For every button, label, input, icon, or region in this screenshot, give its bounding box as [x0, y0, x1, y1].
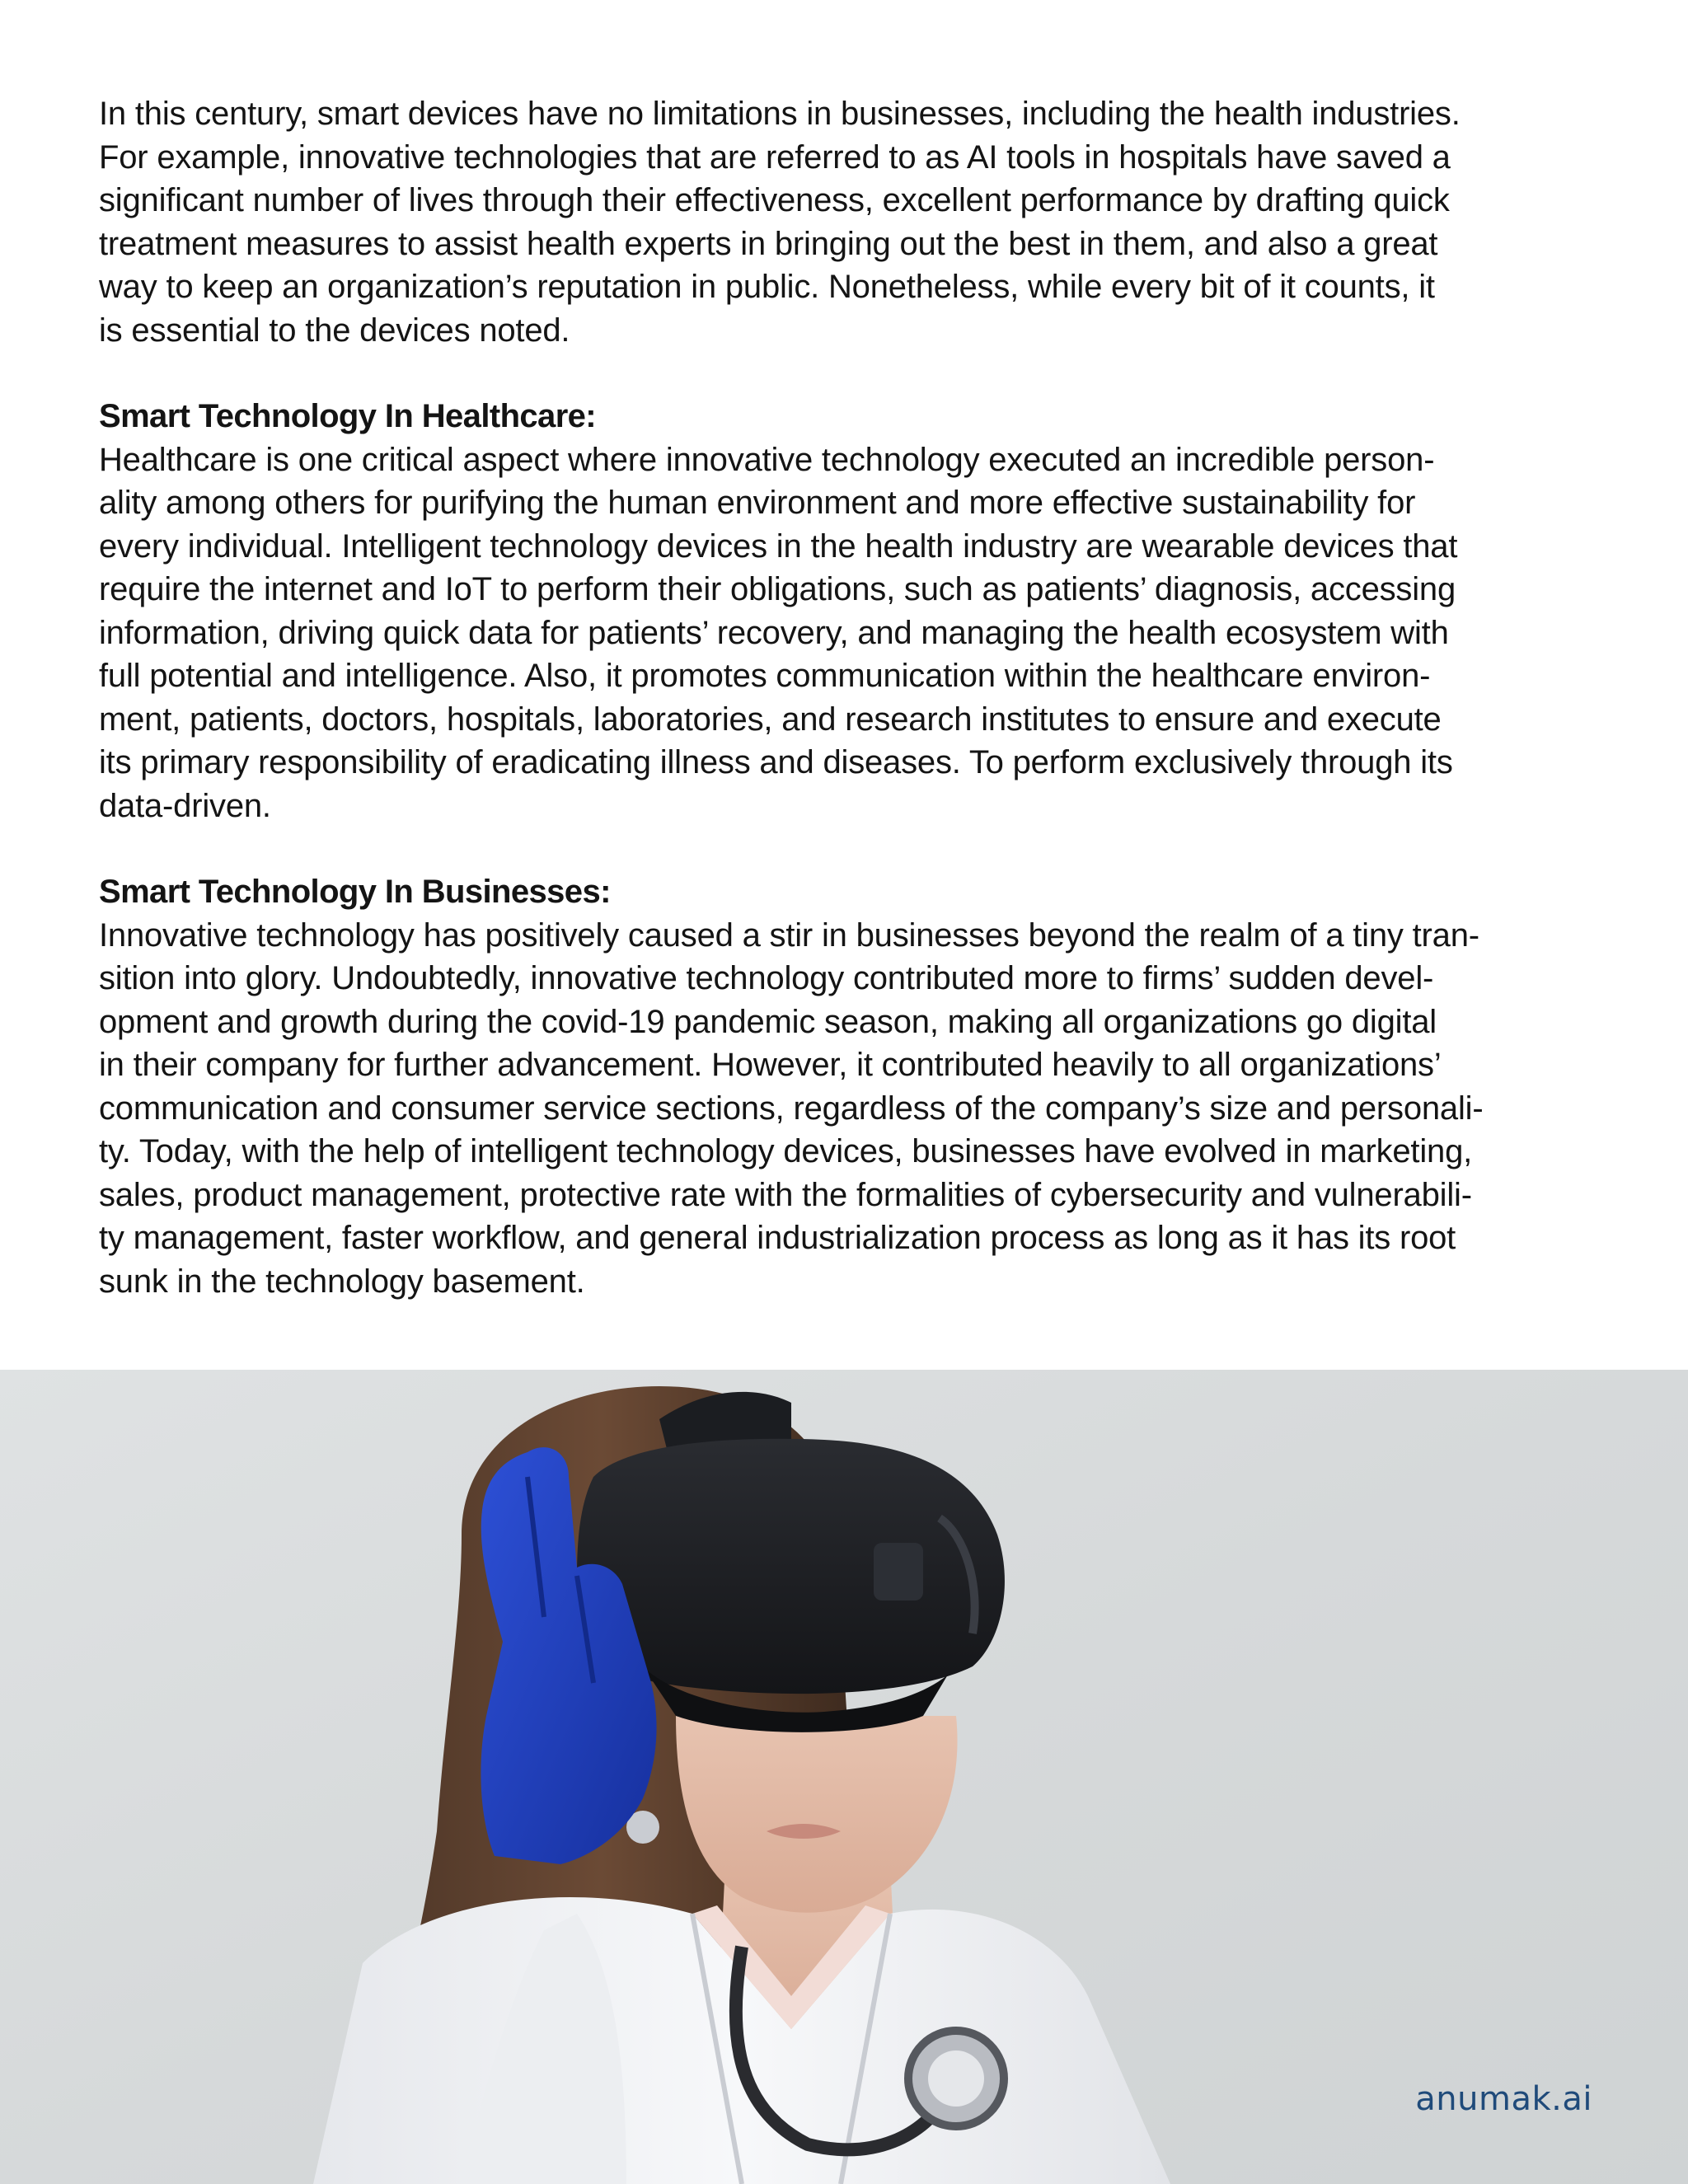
doctor-vr-photo [0, 1370, 1688, 2184]
intro-line: treatment measures to assist health experts in bringing out the best in them, and also a great [99, 225, 1438, 262]
intro-line: way to keep an organization’s reputation in public. Nonetheless, while every bit of it counts, it [99, 269, 1435, 305]
healthcare-line: data-driven. [99, 787, 271, 824]
businesses-line: ty management, faster workflow, and general industrialization process as long as it has its root [99, 1220, 1456, 1256]
businesses-line: ty. Today, with the help of intelligent technology devices, businesses have evolved in marketing, [99, 1133, 1473, 1169]
headset-button [874, 1543, 923, 1601]
stethoscope-diaphragm [928, 2050, 984, 2107]
healthcare-line: full potential and intelligence. Also, it promotes communication within the healthcare environ- [99, 658, 1431, 694]
healthcare-line: require the internet and IoT to perform their obligations, such as patients’ diagnosis, accessing [99, 571, 1456, 607]
intro-line: In this century, smart devices have no limitations in businesses, including the health industries. [99, 96, 1461, 132]
healthcare-section [99, 395, 1582, 827]
businesses-line: Innovative technology has positively caused a stir in businesses beyond the realm of a tiny tran- [99, 916, 1479, 954]
healthcare-line: ality among others for purifying the human environment and more effective sustainability for [99, 485, 1416, 521]
businesses-heading: Smart Technology In Businesses: [99, 874, 611, 910]
section-gap [99, 827, 1582, 870]
businesses-line: sition into glory. Undoubtedly, innovative technology contributed more to firms’ sudden devel- [99, 960, 1434, 996]
businesses-line: in their company for further advancement. However, it contributed heavily to all organizations’ [99, 1047, 1442, 1083]
businesses-line: sales, product management, protective rate with the formalities of cybersecurity and vulnerabili- [99, 1176, 1472, 1213]
healthcare-line: its primary responsibility of eradicating illness and diseases. To perform exclusively through its [99, 744, 1453, 780]
healthcare-line: information, driving quick data for patients’ recovery, and managing the health ecosystem with [99, 614, 1449, 651]
brand-watermark: anumak.ai [1415, 2080, 1592, 2118]
intro-line: is essential to the devices noted. [99, 312, 570, 349]
article-body [99, 92, 1582, 1303]
healthcare-line: Healthcare is one critical aspect where innovative technology executed an incredible person- [99, 441, 1435, 478]
intro-line: For example, innovative technologies that are referred to as AI tools in hospitals have saved a [99, 138, 1451, 176]
section-gap [99, 352, 1582, 395]
intro-line: significant number of lives through their effectiveness, excellent performance by drafting quick [99, 182, 1450, 218]
businesses-line: sunk in the technology basement. [99, 1263, 585, 1300]
doctor-vr-illustration [0, 1370, 1688, 2184]
businesses-section [99, 870, 1582, 1303]
businesses-line: communication and consumer service sections, regardless of the company’s size and personali- [99, 1090, 1484, 1127]
healthcare-line: ment, patients, doctors, hospitals, laboratories, and research institutes to ensure and execute [99, 701, 1442, 738]
intro-paragraph [99, 92, 1582, 352]
healthcare-heading: Smart Technology In Healthcare: [99, 398, 597, 434]
healthcare-line: every individual. Intelligent technology devices in the health industry are wearable devices that [99, 527, 1458, 565]
businesses-line: opment and growth during the covid-19 pandemic season, making all organizations go digital [99, 1003, 1437, 1040]
